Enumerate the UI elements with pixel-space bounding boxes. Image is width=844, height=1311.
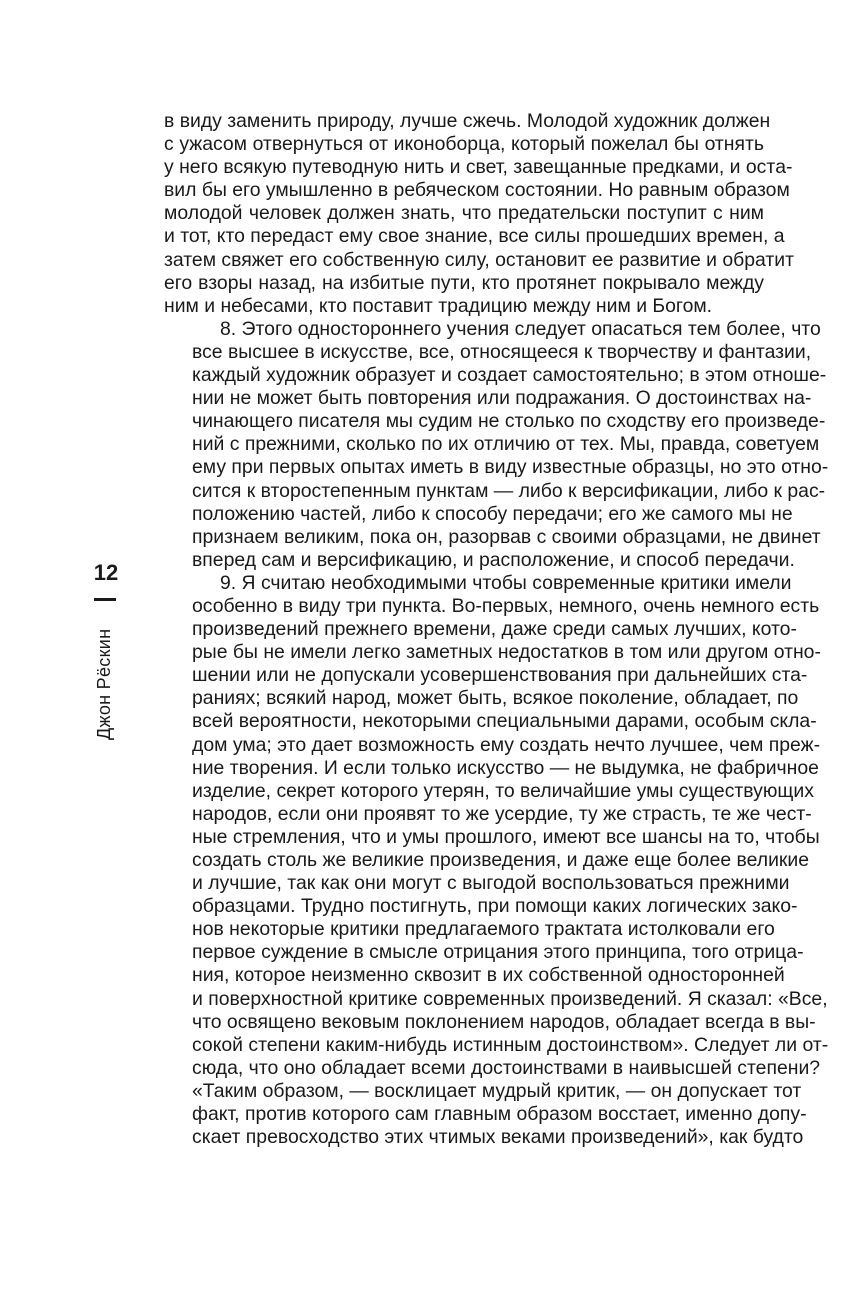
text-line: молодой человек должен знать, что предательски поступит с ним	[164, 202, 764, 225]
text-line: факт, против которого сам главным образом восстает, именно допу-	[192, 1103, 807, 1126]
text-line: положению частей, либо к способу передачи; его же самого мы не	[192, 502, 793, 525]
text-line: каждый художник образует и создает самостоятельно; в этом отноше-	[192, 364, 827, 387]
text-line: всей вероятности, некоторыми специальными дарами, особым скла-	[192, 710, 817, 733]
text-line: образцами. Трудно постигнуть, при помощи каких логических зако-	[192, 895, 798, 918]
paragraph-1	[164, 110, 794, 318]
text-line: что освящено вековым поклонением народов, обладает всегда в вы-	[192, 1010, 816, 1033]
paragraph-3	[164, 571, 829, 1149]
text-line: первое суждение в смысле отрицания этого принципа, того отрица-	[192, 941, 804, 964]
text-line: нии не может быть повторения или подражания. О достоинствах на-	[192, 387, 812, 410]
text-line: с ужасом отвернуться от иконоборца, который пожелал бы отнять	[164, 133, 764, 156]
text-line: его взоры назад, на избитые пути, кто протянет покрывало между	[164, 271, 764, 294]
text-line: ные стремления, что и умы прошлого, имеют все шансы на то, чтобы	[192, 825, 820, 848]
text-line: в виду заменить природу, лучше сжечь. Молодой художник должен	[164, 110, 771, 132]
text-line: чинающего писателя мы судим не столько по сходству его произведе-	[192, 410, 826, 433]
text-line: и поверхностной критике современных произведений. Я сказал: «Все,	[192, 987, 828, 1010]
text-line: произведений прежнего времени, даже среди самых лучших, кото-	[192, 618, 797, 641]
text-line: сится к второстепенным пунктам — либо к версификации, либо к рас-	[192, 479, 826, 502]
text-line: народов, если они проявят то же усердие, ту же страсть, те же чест-	[192, 802, 812, 825]
margin-rule	[94, 598, 116, 601]
text-line: и лучшие, так как они могут с выгодой воспользоваться прежними	[192, 872, 790, 895]
text-line: ему при первых опытах иметь в виду известные образцы, но это отно-	[192, 456, 829, 479]
text-line: «Таким образом, — восклицает мудрый критик, — он допускает тот	[192, 1079, 802, 1102]
paragraph-2	[164, 317, 829, 572]
text-line: затем свяжет его собственную силу, остановит ее развитие и обратит	[164, 248, 794, 271]
page-margin-info	[86, 560, 126, 740]
text-line: все высшее в искусстве, все, относящееся к творчеству и фантазии,	[192, 340, 812, 363]
page-number: 12	[93, 560, 119, 585]
text-line: раниях; всякий народ, может быть, всякое поколение, обладает, по	[192, 687, 799, 710]
text-line: вил бы его умышленно в ребяческом состоянии. Но равным образом	[164, 179, 790, 202]
text-line: рые бы не имели легко заметных недостатков в том или другом отно-	[192, 641, 821, 664]
text-line: ние творения. И если только искусство — не выдумка, не фабричное	[192, 756, 819, 779]
text-line: ний с прежними, сколько по их отличию от тех. Мы, правда, советуем	[192, 433, 820, 456]
text-line: скает превосходство этих чтимых веками произведений», как будто	[192, 1126, 804, 1149]
text-line: сокой степени каким-нибудь истинным достоинством». Следует ли от-	[192, 1033, 829, 1056]
text-line: изделие, секрет которого утерян, то величайшие умы существующих	[192, 779, 814, 802]
text-line: шении или не допускали усовершенствования при дальнейших ста-	[192, 664, 808, 687]
text-line: ним и небесами, кто поставит традицию между ним и Богом.	[164, 294, 713, 317]
text-line: ния, которое неизменно сквозит в их собственной односторонней	[192, 964, 785, 987]
text-line: и тот, кто передаст ему свое знание, все силы прошедших времен, а	[164, 225, 785, 248]
text-line: у него всякую путеводную нить и свет, завещанные предками, и остa-	[164, 156, 793, 179]
text-line: 8. Этого одностороннего учения следует опасаться тем более, что	[220, 317, 821, 340]
text-line: признаем великим, пока он, разорвав с своими образцами, не двинет	[192, 525, 821, 548]
text-line: нов некоторые критики предлагаемого трактата истолковали его	[192, 918, 775, 941]
text-line: дом ума; это дает возможность ему создать нечто лучшее, чем преж-	[192, 733, 821, 756]
text-line: сюда, что оно обладает всеми достоинствами в наивысшей степени?	[192, 1056, 821, 1079]
text-line: особенно в виду три пункта. Во-первых, немного, очень немного есть	[192, 594, 820, 617]
text-line: 9. Я считаю необходимыми чтобы современные критики имели	[220, 571, 792, 594]
body-text	[164, 110, 829, 1149]
text-line: вперед сам и версификацию, и расположение, и способ передачи.	[192, 548, 795, 571]
running-head-author: Джон Рёскин	[94, 628, 114, 740]
text-line: создать столь же великие произведения, и даже еще более великие	[192, 849, 810, 871]
